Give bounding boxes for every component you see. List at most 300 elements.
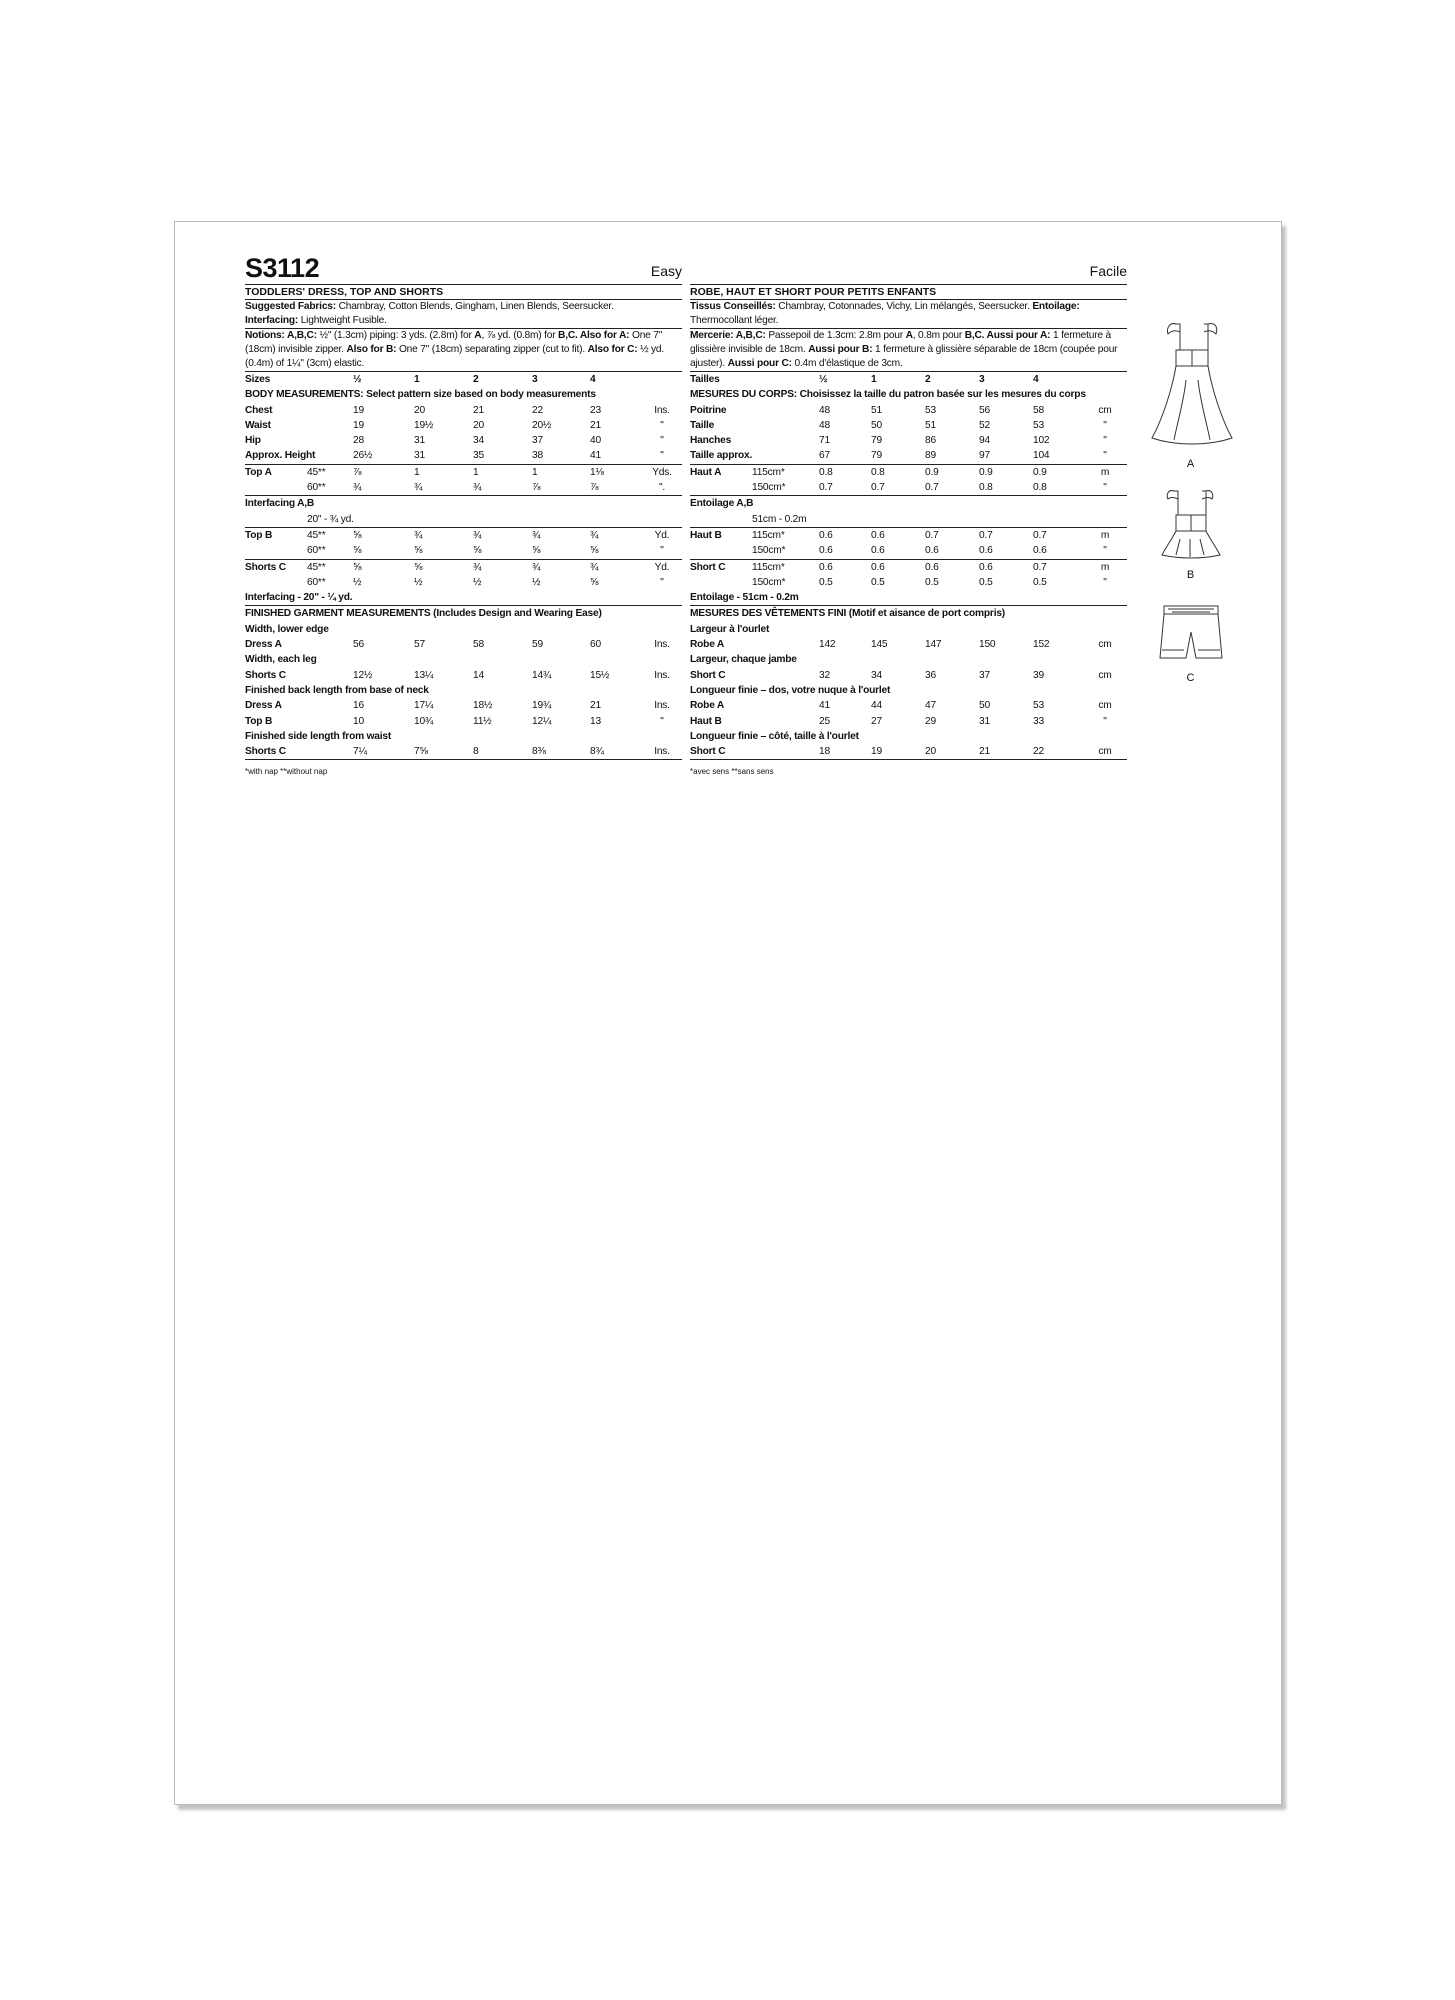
table-cell: [307, 698, 353, 713]
table-cell: 150cm*: [752, 545, 786, 557]
table-cell: 60**: [307, 482, 326, 494]
unit-cell: ": [1103, 576, 1107, 588]
table-cell: [473, 512, 532, 528]
unit-cell: Ins.: [654, 700, 670, 712]
table-cell: [871, 512, 925, 528]
table-cell: 2: [925, 372, 979, 388]
table-cell: 0.7: [979, 527, 1033, 543]
table-cell: 31: [414, 435, 425, 447]
table-row: [245, 575, 682, 590]
unit-cell: Ins.: [654, 404, 670, 416]
table-row: [690, 512, 1127, 528]
table-cell: 0.5: [925, 576, 939, 588]
notions-block: [245, 329, 682, 371]
table-cell: [819, 512, 871, 528]
table-cell: 15½: [590, 669, 610, 681]
table-cell: 0.6: [979, 545, 993, 557]
table-cell: ¾: [590, 559, 642, 575]
subsection-label: Longueur finie – côté, taille à l'ourlet: [690, 730, 859, 742]
table-row: [690, 464, 1127, 480]
unit-cell: Yd.: [642, 559, 682, 575]
row-label: Robe A: [690, 639, 725, 651]
table-row: [690, 575, 1127, 590]
table-cell: ½: [473, 576, 482, 588]
notions-bold-4: Also for C:: [587, 344, 638, 355]
table-cell: 0.6: [819, 545, 833, 557]
view-sketches: [1143, 320, 1238, 685]
notions-text-1: , ⅞ yd. (0.8m) for: [481, 330, 559, 341]
notions-bold-0: Mercerie: A,B,C:: [690, 330, 766, 341]
row-label: [690, 480, 752, 496]
section-heading: Interfacing A,B: [245, 496, 682, 512]
table-row: [690, 714, 1127, 729]
table-cell: ⅞: [532, 482, 541, 494]
row-label: [690, 512, 752, 528]
table-row: [690, 590, 1127, 606]
view-a-label: A: [1186, 458, 1195, 470]
table-cell: 0.5: [1033, 576, 1047, 588]
table-cell: 152: [1033, 639, 1050, 651]
table-row: [245, 372, 682, 388]
notions-text-0: ½" (1.3cm) piping: 3 yds. (2.8m) for: [316, 330, 475, 341]
interfacing-note: [245, 314, 682, 328]
table-cell: 1: [473, 464, 532, 480]
row-label: Shorts C: [245, 559, 307, 575]
unit-cell: ": [1103, 419, 1107, 431]
table-cell: 22: [1033, 746, 1044, 758]
table-cell: 1: [532, 464, 590, 480]
table-cell: 0.8: [979, 482, 993, 494]
table-cell: 1: [871, 372, 925, 388]
row-label: Robe A: [690, 700, 725, 712]
table-cell: 58: [473, 639, 484, 651]
table-row: [245, 559, 682, 575]
interfacing-label: Interfacing:: [245, 315, 299, 326]
table-row: [690, 418, 1127, 433]
row-label: Haut B: [690, 527, 752, 543]
table-cell: ½: [414, 576, 423, 588]
table-cell: 60**: [307, 545, 326, 557]
table-cell: ½: [353, 576, 362, 588]
table-cell: 12¼: [532, 715, 552, 727]
unit-cell: [1083, 512, 1127, 528]
table-cell: 94: [979, 435, 990, 447]
table-row: [245, 464, 682, 480]
measurement-table-fr: [690, 371, 1127, 759]
french-column: [690, 254, 1127, 778]
fabrics-text: Chambray, Cotton Blends, Gingham, Linen Blends, Seersucker.: [335, 301, 614, 312]
table-cell: [979, 512, 1033, 528]
table-cell: 19: [353, 404, 364, 416]
interfacing-text-fr: Thermocollant léger.: [690, 315, 779, 326]
table-cell: 45**: [307, 559, 353, 575]
table-row: [245, 512, 682, 528]
unit-cell: cm: [1098, 639, 1112, 651]
table-cell: 0.7: [1033, 559, 1083, 575]
row-label: Short C: [690, 559, 752, 575]
table-cell: [752, 744, 819, 759]
table-cell: ⅝: [414, 559, 473, 575]
table-cell: 19½: [414, 419, 434, 431]
table-cell: ¾: [473, 482, 482, 494]
table-row: [690, 527, 1127, 543]
notions-text-4: ½ yd. (0.4m) of 1¼" (3cm) elastic.: [245, 344, 665, 369]
english-header: [245, 254, 682, 284]
table-cell: [752, 698, 819, 713]
table-cell: ⅝: [532, 545, 541, 557]
table-cell: 3: [979, 372, 1033, 388]
table-cell: 53: [1033, 419, 1044, 431]
table-cell: 8: [473, 746, 479, 758]
difficulty-level: Easy: [650, 263, 682, 279]
row-label: Haut B: [690, 715, 722, 727]
unit-cell: ": [660, 419, 664, 431]
table-cell: 115cm*: [752, 559, 819, 575]
table-cell: 0.6: [1033, 545, 1047, 557]
table-row: [245, 496, 682, 512]
row-label: Dress A: [245, 639, 282, 651]
table-cell: 41: [590, 450, 601, 462]
table-cell: 0.8: [819, 464, 871, 480]
table-cell: 50: [979, 700, 990, 712]
table-cell: 97: [979, 450, 990, 462]
table-row: [245, 590, 682, 606]
table-cell: 19¾: [532, 700, 552, 712]
table-cell: 115cm*: [752, 464, 819, 480]
table-cell: 31: [414, 450, 425, 462]
table-cell: 34: [871, 669, 882, 681]
table-cell: ¾: [353, 482, 362, 494]
table-cell: 142: [819, 639, 836, 651]
table-cell: 0.7: [871, 482, 885, 494]
table-cell: 1: [414, 464, 473, 480]
unit-cell: ": [660, 715, 664, 727]
table-cell: 45**: [307, 464, 353, 480]
table-cell: 56: [979, 404, 990, 416]
table-cell: [752, 448, 819, 464]
table-cell: ¾: [532, 559, 590, 575]
table-row: [690, 637, 1127, 652]
unit-cell: ": [660, 435, 664, 447]
table-cell: 17¼: [414, 700, 434, 712]
table-cell: 0.9: [1033, 464, 1083, 480]
notions-text-3: 1 fermeture à glissière séparable de 18cm (coupée pour ajuster).: [690, 344, 1118, 369]
table-cell: 20: [473, 419, 484, 431]
table-row: [690, 698, 1127, 713]
table-cell: [307, 403, 353, 418]
table-cell: 21: [473, 404, 484, 416]
table-cell: 57: [414, 639, 425, 651]
table-cell: 32: [819, 669, 830, 681]
table-cell: 36: [925, 669, 936, 681]
table-cell: 21: [590, 700, 601, 712]
table-cell: [752, 668, 819, 683]
unit-cell: cm: [1098, 404, 1112, 416]
table-cell: 79: [871, 450, 882, 462]
table-cell: 39: [1033, 669, 1044, 681]
unit-cell: ": [660, 450, 664, 462]
table-cell: ⅝: [353, 559, 414, 575]
table-cell: 28: [353, 435, 364, 447]
table-cell: 18: [819, 746, 830, 758]
table-cell: [307, 372, 353, 388]
table-cell: 40: [590, 435, 601, 447]
table-cell: 48: [819, 404, 830, 416]
table-cell: 0.8: [1033, 482, 1047, 494]
table-row: [690, 372, 1127, 388]
table-cell: ⅝: [353, 545, 362, 557]
table-row: [690, 496, 1127, 512]
table-cell: 7¼: [353, 746, 367, 758]
pattern-code: S3112: [245, 253, 320, 283]
view-c: [1143, 600, 1238, 685]
unit-cell: ": [660, 545, 664, 557]
table-cell: 3: [532, 372, 590, 388]
row-label: Shorts C: [245, 746, 286, 758]
notions-bold-0: Notions: A,B,C:: [245, 330, 317, 341]
table-cell: 18½: [473, 700, 493, 712]
table-row: [245, 622, 682, 637]
table-cell: 150cm*: [752, 482, 786, 494]
table-cell: 48: [819, 419, 830, 431]
table-cell: ¾: [532, 527, 590, 543]
table-row: [245, 448, 682, 464]
interfacing-text: Lightweight Fusible.: [298, 315, 387, 326]
unit-cell: m: [1083, 559, 1127, 575]
table-row: [245, 480, 682, 496]
unit-cell: m: [1083, 527, 1127, 543]
table-cell: 19: [871, 746, 882, 758]
table-cell: 150: [979, 639, 996, 651]
subsection-label: Finished side length from waist: [245, 730, 392, 742]
notions-bold-1: A: [474, 330, 482, 341]
table-row: [245, 527, 682, 543]
table-cell: 20½: [532, 419, 552, 431]
table-cell: ½: [819, 372, 871, 388]
table-cell: 2: [473, 372, 532, 388]
notions-block-fr: [690, 329, 1127, 371]
table-cell: [752, 372, 819, 388]
fabrics-label-fr: Tissus Conseillés:: [690, 301, 776, 312]
table-cell: ½: [532, 576, 541, 588]
interfacing-label-fr: Entoilage:: [1032, 301, 1080, 312]
table-cell: 20: [925, 746, 936, 758]
table-cell: ⅝: [473, 545, 482, 557]
notions-bold-4: Aussi pour C:: [727, 358, 792, 369]
table-cell: 20" - ¾ yd.: [307, 513, 354, 525]
fabrics-text-fr: Chambray, Cotonnades, Vichy, Lin mélangés, Seersucker.: [775, 301, 1033, 312]
row-label: Dress A: [245, 700, 282, 712]
table-row: [245, 698, 682, 713]
table-cell: [752, 403, 819, 418]
subsection-label: Largeur à l'ourlet: [690, 623, 770, 635]
unit-cell: ": [660, 576, 664, 588]
fabrics-label: Suggested Fabrics:: [245, 301, 336, 312]
subsection-label: Width, each leg: [245, 654, 317, 666]
garment-title-fr: ROBE, HAUT ET SHORT POUR PETITS ENFANTS: [690, 286, 937, 298]
table-cell: 13¼: [414, 669, 434, 681]
table-cell: 25: [819, 715, 830, 727]
notions-bold-3: Also for B:: [346, 344, 397, 355]
table-cell: [752, 433, 819, 448]
section-heading: Entoilage A,B: [690, 496, 1127, 512]
table-cell: 34: [473, 435, 484, 447]
table-row: [245, 606, 682, 622]
table-cell: [307, 744, 353, 759]
suggested-fabrics: [245, 300, 682, 314]
row-label: Hip: [245, 435, 261, 447]
table-cell: 0.6: [979, 559, 1033, 575]
table-cell: 14: [473, 669, 484, 681]
notions-bold-2: B,C. Aussi pour A:: [964, 330, 1051, 341]
section-heading: FINISHED GARMENT MEASUREMENTS (Includes Design and Wearing Ease): [245, 606, 682, 622]
notions-text-4: 0.4m d'élastique de 3cm.: [791, 358, 903, 369]
table-cell: 33: [1033, 715, 1044, 727]
table-cell: ⅝: [590, 545, 599, 557]
table-cell: ⅞: [353, 464, 414, 480]
table-cell: 21: [979, 746, 990, 758]
table-cell: ¾: [473, 559, 532, 575]
notions-text-3: One 7" (18cm) separating zipper (cut to fit).: [396, 344, 588, 355]
table-row: [690, 559, 1127, 575]
row-label: Taille: [690, 419, 715, 431]
unit-cell: ": [1103, 715, 1107, 727]
row-label: Chest: [245, 404, 273, 416]
row-label: [690, 575, 752, 590]
table-cell: 47: [925, 700, 936, 712]
unit-cell: ": [1103, 482, 1107, 494]
table-cell: 51: [925, 419, 936, 431]
table-cell: 27: [871, 715, 882, 727]
table-cell: ⅝: [353, 527, 414, 543]
table-cell: 8¾: [590, 746, 604, 758]
table-cell: 52: [979, 419, 990, 431]
view-a: [1143, 320, 1238, 471]
notions-text-2: One 7" (18cm) invisible zipper.: [245, 330, 663, 355]
table-row: [245, 668, 682, 683]
row-label: Short C: [690, 746, 726, 758]
nap-footnote: *with nap **without nap: [245, 767, 328, 777]
subsection-label: Width, lower edge: [245, 623, 329, 635]
table-cell: [307, 418, 353, 433]
table-cell: 10: [353, 715, 364, 727]
view-c-label: C: [1186, 672, 1195, 684]
table-row: [245, 387, 682, 402]
row-label: Top B: [245, 527, 307, 543]
table-cell: ½: [353, 372, 414, 388]
table-cell: 67: [819, 450, 830, 462]
table-cell: 1: [414, 372, 473, 388]
table-cell: ⅞: [590, 482, 599, 494]
table-cell: 21: [590, 419, 601, 431]
table-cell: [532, 512, 590, 528]
table-cell: [353, 512, 414, 528]
nap-footnote-fr: *avec sens **sans sens: [690, 767, 774, 777]
table-cell: [752, 714, 819, 729]
view-b: [1143, 487, 1238, 582]
row-label: Haut A: [690, 464, 752, 480]
table-cell: [307, 668, 353, 683]
row-label: Taille approx.: [690, 450, 753, 462]
table-cell: ¾: [414, 527, 473, 543]
subsection-label: Largeur, chaque jambe: [690, 654, 797, 666]
row-label: [245, 480, 307, 496]
table-cell: 41: [819, 700, 830, 712]
unit-cell: ": [1103, 545, 1107, 557]
table-cell: 0.8: [871, 464, 925, 480]
table-row: [690, 744, 1127, 759]
row-label: [245, 575, 307, 590]
table-cell: 37: [532, 435, 543, 447]
row-label: [245, 512, 307, 528]
unit-cell: Ins.: [654, 669, 670, 681]
garment-title: TODDLERS' DRESS, TOP AND SHORTS: [245, 286, 444, 298]
table-cell: 56: [353, 639, 364, 651]
unit-cell: Yds.: [642, 464, 682, 480]
table-row: [690, 433, 1127, 448]
table-cell: 0.9: [925, 464, 979, 480]
table-cell: ⅝: [414, 545, 423, 557]
table-cell: 8⅜: [532, 746, 546, 758]
row-label: [690, 543, 752, 559]
table-cell: 23: [590, 404, 601, 416]
table-cell: 0.5: [819, 576, 833, 588]
notions-bold-3: Aussi pour B:: [808, 344, 873, 355]
table-cell: 14¾: [532, 669, 552, 681]
notions-bold-2: B,C. Also for A:: [558, 330, 630, 341]
table-row: [245, 744, 682, 759]
table-cell: 104: [1033, 450, 1050, 462]
row-label: Shorts C: [245, 669, 286, 681]
table-cell: 19: [353, 419, 364, 431]
table-cell: 0.6: [871, 527, 925, 543]
section-heading: MESURES DU CORPS: Choisissez la taille du patron basée sur les mesures du corps: [690, 389, 1086, 401]
notions-bold-1: A: [905, 330, 913, 341]
table-end-rule: [245, 759, 682, 760]
table-cell: 51cm - 0.2m: [752, 513, 807, 525]
subsection-label: Longueur finie – dos, votre nuque à l'ourlet: [690, 684, 891, 696]
suggested-fabrics-fr: [690, 300, 1127, 328]
table-cell: 60**: [307, 576, 326, 588]
unit-cell: [642, 372, 682, 388]
unit-cell: cm: [1098, 700, 1112, 712]
table-cell: 29: [925, 715, 936, 727]
section-heading: MESURES DES VÊTEMENTS FINI (Motif et aisance de port compris): [690, 606, 1127, 622]
unit-cell: [642, 512, 682, 528]
row-label: Top A: [245, 464, 307, 480]
table-cell: 0.5: [979, 576, 993, 588]
table-cell: 71: [819, 435, 830, 447]
table-cell: [1033, 512, 1083, 528]
table-cell: 102: [1033, 435, 1050, 447]
table-cell: ¾: [414, 482, 423, 494]
row-label: Waist: [245, 419, 271, 431]
table-cell: [752, 418, 819, 433]
difficulty-level-fr: Facile: [1089, 263, 1127, 279]
table-cell: 35: [473, 450, 484, 462]
notions-text-1: , 0.8m pour: [912, 330, 965, 341]
table-cell: 0.6: [819, 559, 871, 575]
table-cell: 20: [414, 404, 425, 416]
table-cell: 0.7: [1033, 527, 1083, 543]
row-label: [245, 543, 307, 559]
row-label: Sizes: [245, 372, 307, 388]
row-label: Short C: [690, 669, 726, 681]
table-cell: 4: [590, 372, 642, 388]
table-cell: [590, 512, 642, 528]
table-cell: 79: [871, 435, 882, 447]
table-cell: 0.5: [871, 576, 885, 588]
